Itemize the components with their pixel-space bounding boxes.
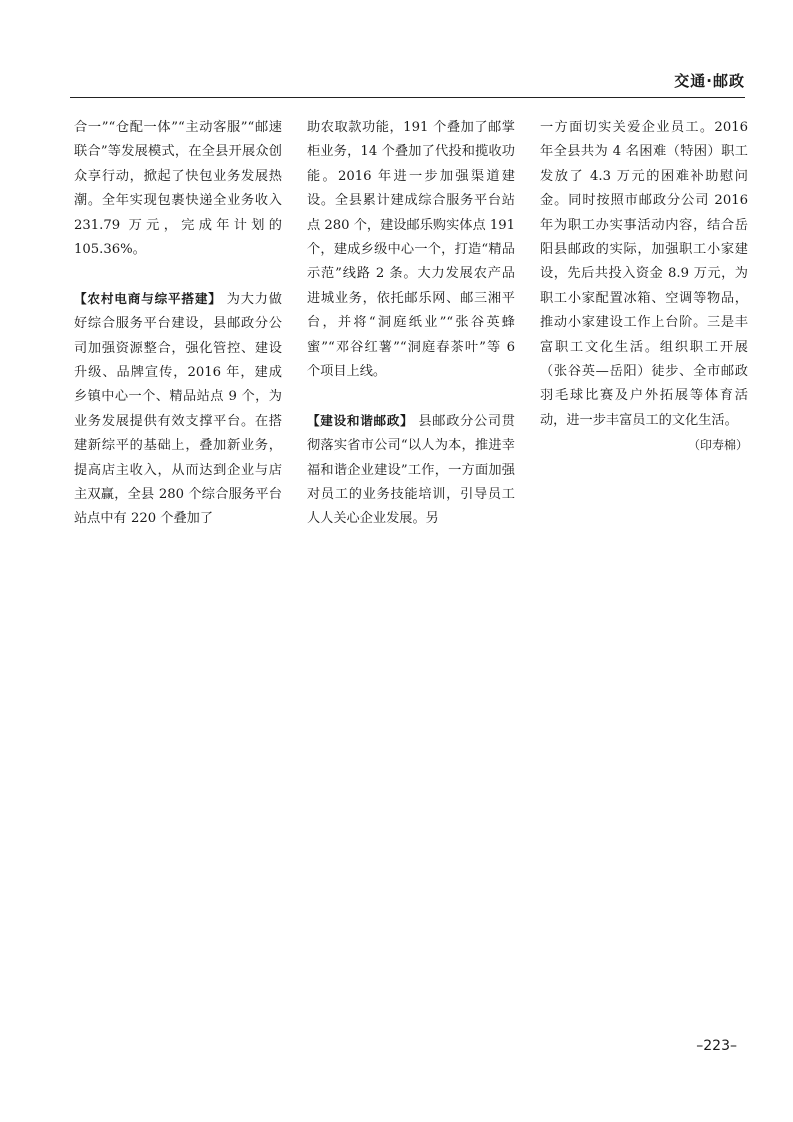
header-rule (70, 97, 745, 98)
section-title: 交通·邮政 (674, 72, 745, 90)
paragraph-text: 为大力做好综合服务平台建设，县邮政分公司加强资源整合，强化管控、建设升级、品牌宣传，2016 年，建成乡镇中心一个、精品站点 9 个，为业务发展提供有效支撑平台。在搭建新综平的基础上，叠加新业务，提高店主收入，从而达到企业与店主双赢，全县 280 个综合服务平台站点中有 220 个叠加了 (74, 291, 282, 527)
paragraph (74, 287, 282, 532)
section-heading: 【建设和谐邮政】 (307, 412, 414, 428)
author-credit: （印寿棉） (687, 438, 748, 453)
column-1 (74, 116, 282, 532)
paragraph: 助农取款功能，191 个叠加了邮掌柜业务，14 个叠加了代投和揽收功能。2016 年进一步加强渠道建设。全县累计建成综合服务平台站点 280 个，建设邮乐购实体点 191 个，建成乡级中心一个，打造“精品示范”线路 2 条。大力发展农产品进城业务，依托邮乐网、邮三湘平台，并将“洞庭纸业”“张谷英蜂蜜”“邓谷红薯”“洞庭春茶叶”等 6 个项目上线。 (307, 120, 515, 380)
paragraph: 合一”“仓配一体”“主动客服”“邮速联合”等发展模式，在全县开展众创众享行动，掀起了快包业务发展热潮。全年实现包裹快递全业务收入 231.79 万元，完成年计划的 105.36%。 (74, 120, 282, 258)
paragraph: 一方面切实关爱企业员工。2016 年全县共为 4 名困难（特困）职工发放了 4.3 万元的困难补助慰问金。同时按照市邮政分公司 2016 年为职工办实事活动内容，结合岳阳县邮政的实际，加强职工小家建设，先后共投入资金 8.9 万元，为职工小家配置冰箱、空调等物品，推动小家建设工作上台阶。三是丰富职工文化生活。组织职工开展（张谷英—岳阳）徒步、全市邮政羽毛球比赛及户外拓展等体育活动，进一步丰富员工的文化生活。 (540, 120, 748, 428)
section-heading: 【农村电商与综平搭建】 (74, 290, 222, 306)
column-3 (540, 116, 748, 458)
column-2 (307, 116, 515, 532)
paragraph (307, 409, 515, 532)
page-number: –223– (696, 1038, 737, 1054)
paragraph-text: 县邮政分公司贯彻落实省市公司“以人为本，推进幸福和谐企业建设”工作，一方面加强对员工的业务技能培训，引导员工人人关心企业发展。另 (307, 413, 515, 527)
